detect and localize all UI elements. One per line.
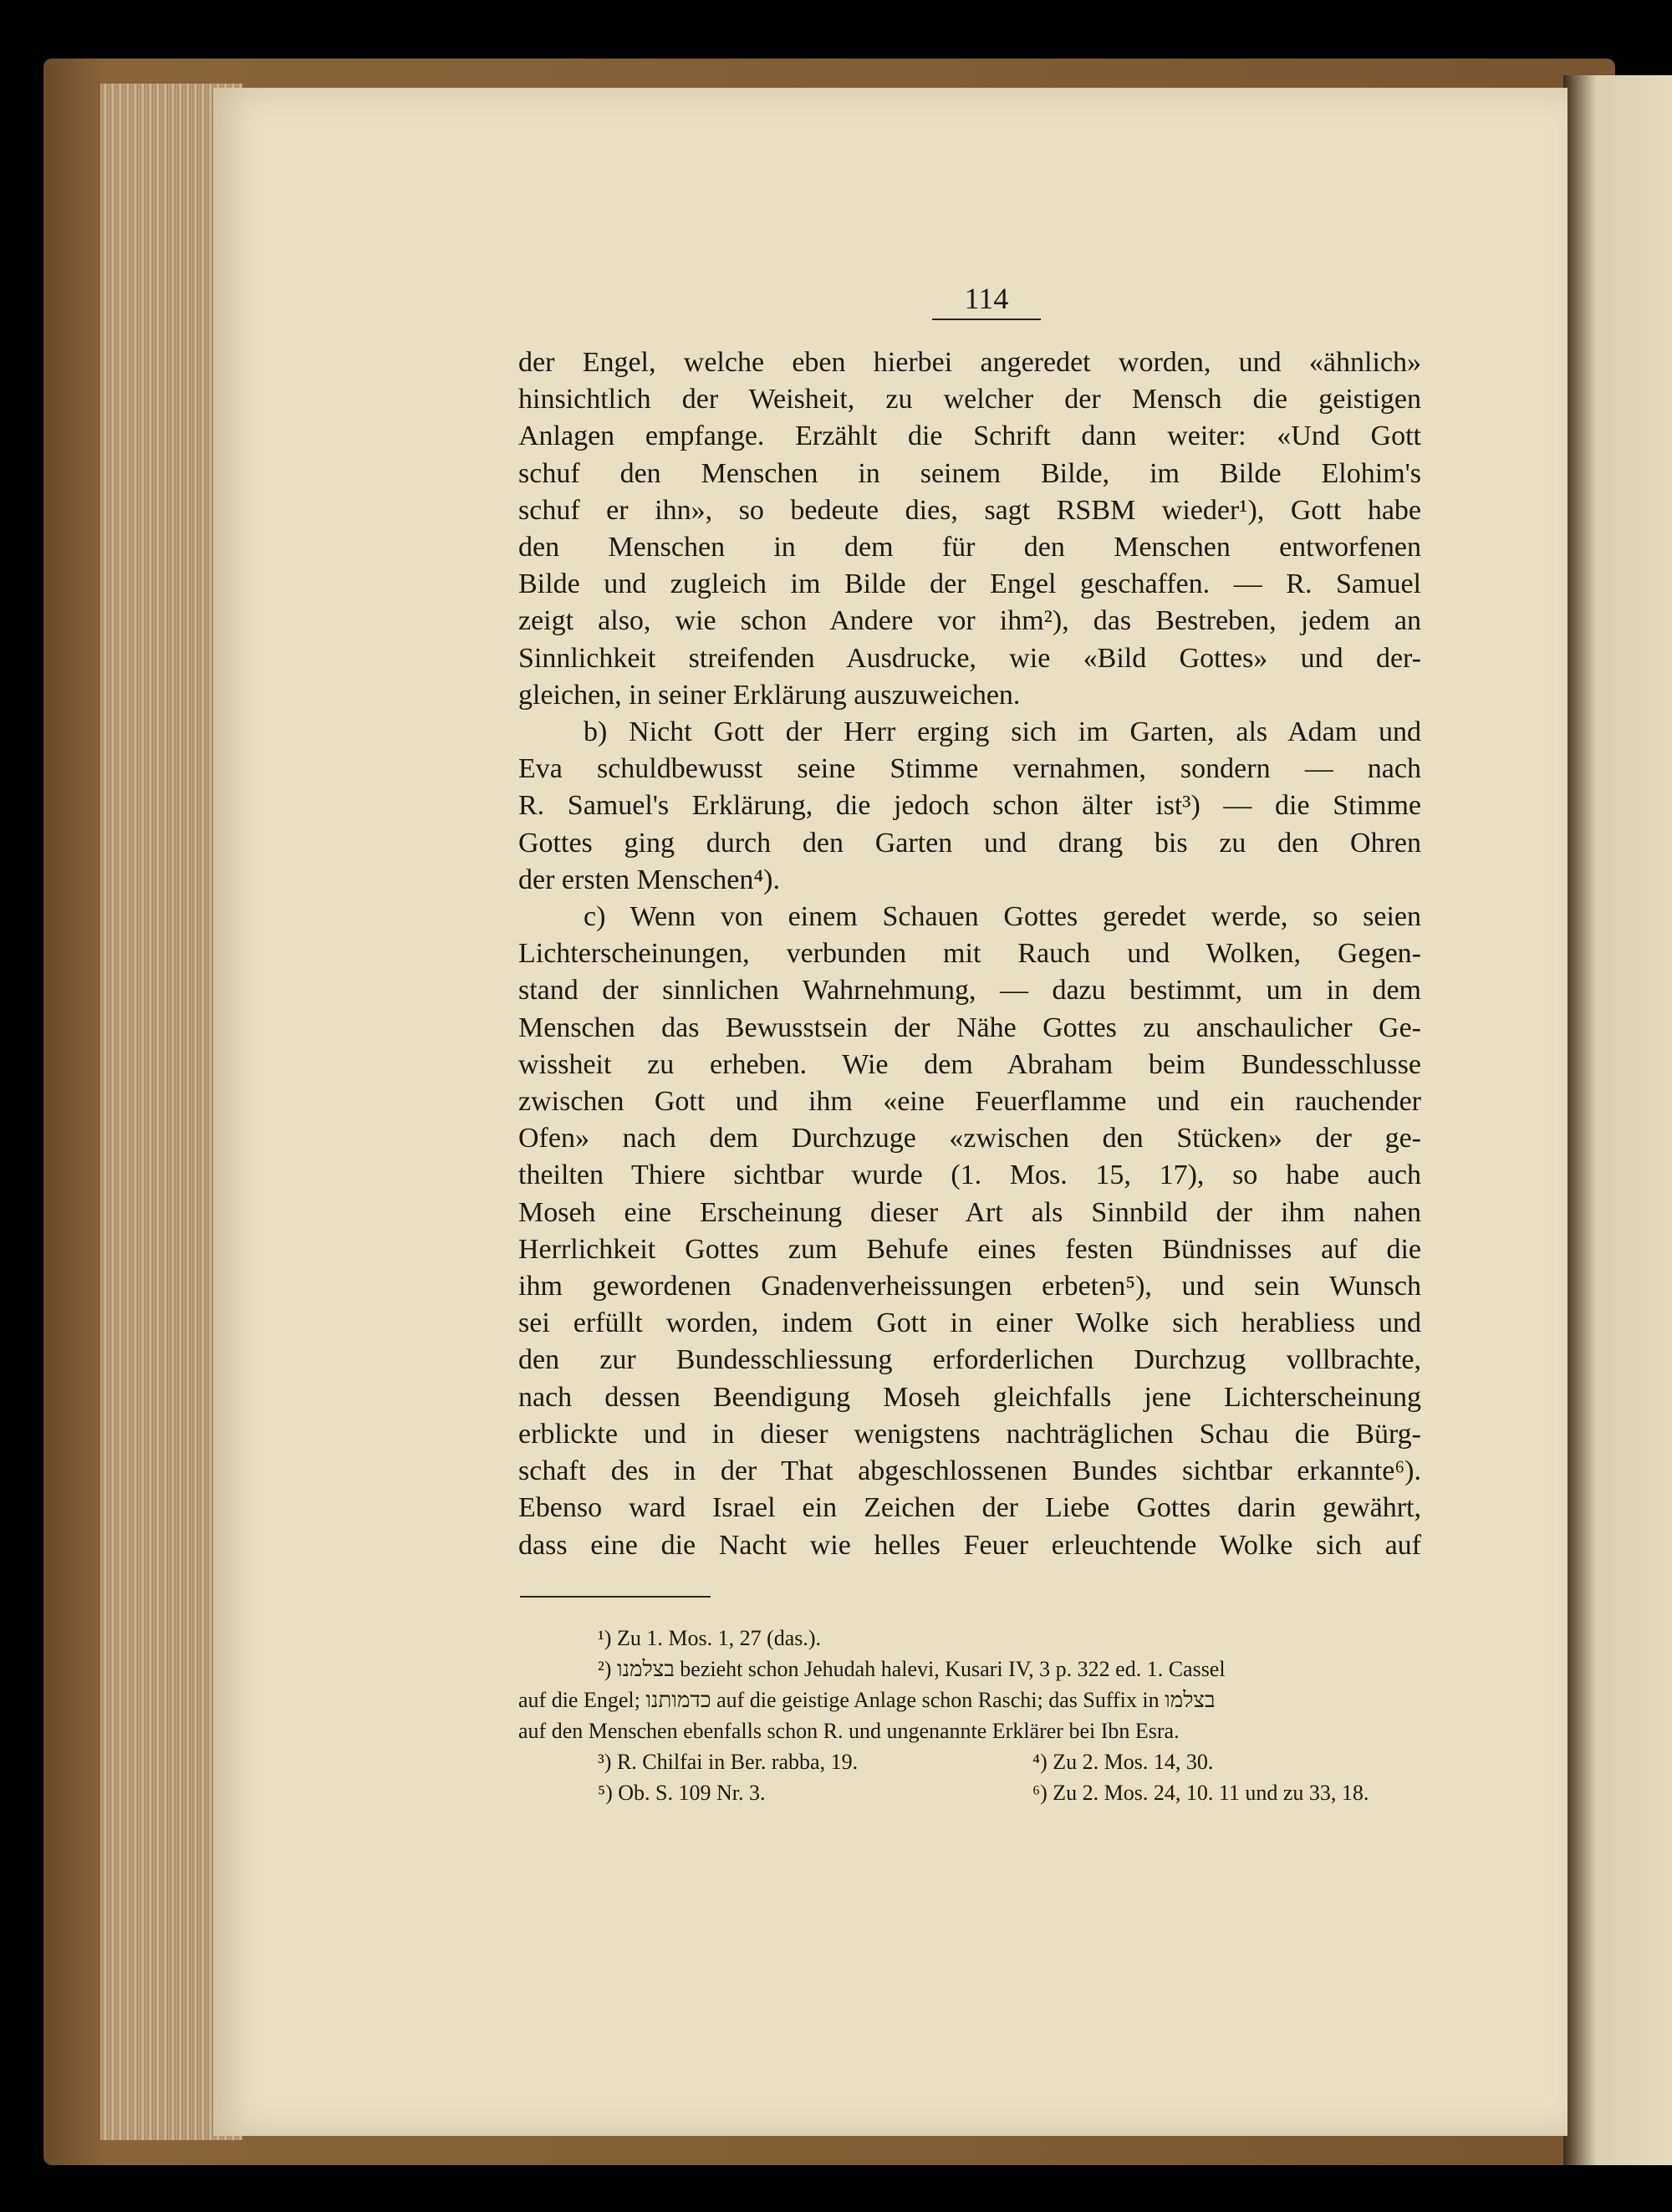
footnote-4: ⁴) Zu 2. Mos. 14, 30.: [1032, 1750, 1214, 1774]
footnotes: [518, 1623, 1421, 1808]
footnote-3: ³) R. Chilfai in Ber. rabba, 19.: [598, 1750, 859, 1774]
body-line: c) Wenn von einem Schauen Gottes geredet werde, so seien: [584, 901, 1421, 933]
page-number-rule: [932, 319, 1041, 320]
body-line: zeigt also, wie schon Andere vor ihm²), das Bestreben, jedem an: [518, 605, 1421, 637]
body-line: Lichterscheinungen, verbunden mit Rauch und Wolken, Gegen-: [518, 938, 1421, 970]
body-line: dass eine die Nacht wie helles Feuer erleuchtende Wolke sich auf: [518, 1529, 1421, 1561]
body-line: schuf den Menschen in seinem Bilde, im Bilde Elohim's: [518, 457, 1421, 489]
footnote-6: ⁶) Zu 2. Mos. 24, 10. 11 und zu 33, 18.: [1032, 1781, 1369, 1805]
body-line: schaft des in der That abgeschlossenen Bundes sichtbar erkannte⁶).: [518, 1455, 1421, 1487]
body-line: Menschen das Bewusstsein der Nähe Gottes zu anschaulicher Ge-: [518, 1012, 1421, 1043]
body-line: zwischen Gott und ihm «eine Feuerflamme und ein rauchender: [518, 1086, 1421, 1118]
body-line: hinsichtlich der Weisheit, zu welcher der Mensch die geistigen: [518, 384, 1421, 415]
body-line: Eva schuldbewusst seine Stimme vernahmen, sondern — nach: [518, 753, 1421, 785]
body-line: Ebenso ward Israel ein Zeichen der Liebe Gottes darin gewährt,: [518, 1492, 1421, 1524]
body-line: Ofen» nach dem Durchzuge «zwischen den Stücken» der ge-: [518, 1123, 1421, 1154]
body-line: der ersten Menschen⁴).: [518, 864, 781, 895]
body-line: Gottes ging durch den Garten und drang bis zu den Ohren: [518, 827, 1421, 859]
body-line: schuf er ihn», so bedeute dies, sagt RSBM wieder¹), Gott habe: [518, 494, 1421, 526]
body-line: erblickte und in dieser wenigstens nachträglichen Schau die Bürg-: [518, 1418, 1421, 1450]
body-line: sei erfüllt worden, indem Gott in einer Wolke sich herabliess und: [518, 1307, 1421, 1339]
body-text: [518, 344, 1421, 1564]
body-line: wissheit zu erheben. Wie dem Abraham beim Bundesschlusse: [518, 1048, 1421, 1080]
facing-page-edge: [1563, 75, 1672, 2165]
body-line: Sinnlichkeit streifenden Ausdrucke, wie «Bild Gottes» und der-: [518, 642, 1421, 674]
body-line: nach dessen Beendigung Moseh gleichfalls jene Lichterscheinung: [518, 1381, 1421, 1413]
body-line: Moseh eine Erscheinung dieser Art als Sinnbild der ihm nahen: [518, 1196, 1421, 1228]
body-line: ihm gewordenen Gnadenverheissungen erbeten⁵), und sein Wunsch: [518, 1271, 1421, 1302]
footnote-1: ¹) Zu 1. Mos. 1, 27 (das.).: [598, 1626, 822, 1650]
footnote-row: [518, 1746, 1421, 1777]
body-line: R. Samuel's Erklärung, die jedoch schon älter ist³) — die Stimme: [518, 790, 1421, 822]
body-line: Bilde und zugleich im Bilde der Engel geschaffen. — R. Samuel: [518, 568, 1421, 600]
footnote-2-cont: auf die Engel; כדמותנו auf die geistige Anlage schon Raschi; das Suffix in בצלמו: [518, 1688, 1216, 1712]
body-line: Anlagen empfange. Erzählt die Schrift dann weiter: «Und Gott: [518, 420, 1421, 452]
body-line: Herrlichkeit Gottes zum Behufe eines festen Bündnisses auf die: [518, 1233, 1421, 1265]
footnote-row: [518, 1777, 1421, 1808]
body-line: b) Nicht Gott der Herr erging sich im Garten, als Adam und: [584, 716, 1421, 748]
body-line: den Menschen in dem für den Menschen entworfenen: [518, 532, 1421, 563]
footnote-rule: [520, 1596, 711, 1598]
body-line: theilten Thiere sichtbar wurde (1. Mos. 15, 17), so habe auch: [518, 1160, 1421, 1191]
body-line: gleichen, in seiner Erklärung auszuweichen.: [518, 679, 1021, 711]
footnote-2-cont: auf den Menschen ebenfalls schon R. und ungenannte Erklärer bei Ibn Esra.: [518, 1719, 1180, 1743]
body-line: den zur Bundesschliessung erforderlichen Durchzug vollbrachte,: [518, 1344, 1421, 1376]
footnote-2: ²) בצלמנו bezieht schon Jehudah halevi, Kusari IV, 3 p. 322 ed. 1. Cassel: [598, 1657, 1226, 1681]
body-line: stand der sinnlichen Wahrnehmung, — dazu bestimmt, um in dem: [518, 975, 1421, 1007]
body-line: der Engel, welche eben hierbei angeredet worden, und «ähnlich»: [518, 347, 1421, 378]
page-number: 114: [964, 282, 1009, 315]
footnote-5: ⁵) Ob. S. 109 Nr. 3.: [598, 1781, 766, 1805]
